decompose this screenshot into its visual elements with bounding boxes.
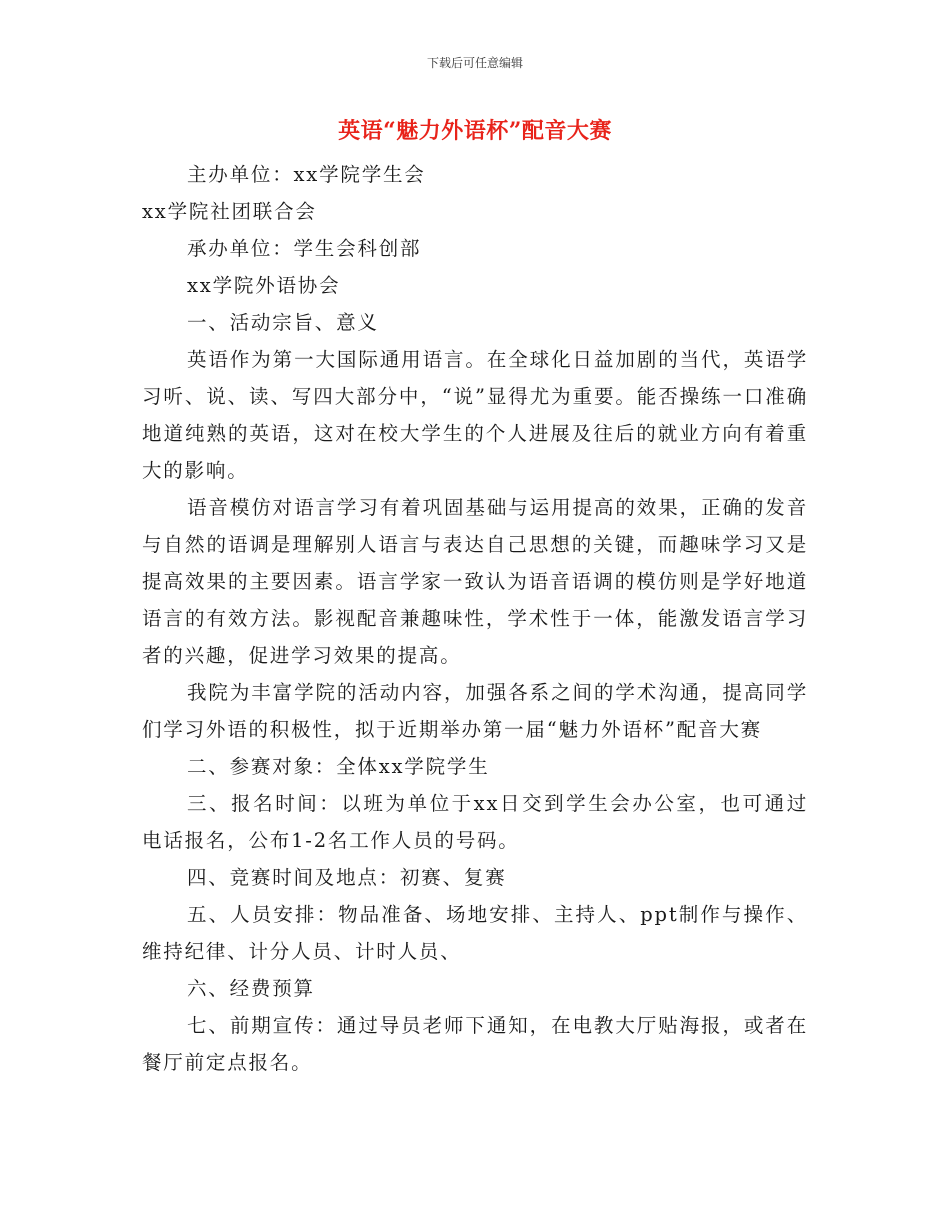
section-budget: 六、经费预算 [187, 977, 315, 1000]
paragraph-host-2: xx学院社团联合会 [142, 200, 317, 223]
paragraph-organizer: 承办单位：学生会科创部 [187, 237, 422, 260]
paragraph-purpose-3: 我院为丰富学院的活动内容，加强各系之间的学术沟通，提高同学们学习外语的积极性，拟于近期举办第一届“魅力外语杯”配音大赛 [142, 681, 808, 741]
section-staffing: 五、人员安排：物品准备、场地安排、主持人、ppt制作与操作、维持纪律、计分人员、计时人员、 [142, 903, 808, 963]
section-participants: 二、参赛对象：全体xx学院学生 [187, 755, 490, 778]
document-title: 英语“魅力外语杯”配音大赛 [338, 118, 612, 144]
section-registration: 三、报名时间：以班为单位于xx日交到学生会办公室，也可通过电话报名，公布1-2名工作人员的号码。 [142, 792, 808, 852]
paragraph-purpose-1: 英语作为第一大国际通用语言。在全球化日益加剧的当代，英语学习听、说、读、写四大部分中，“说”显得尤为重要。能否操练一口准确地道纯熟的英语，这对在校大学生的个人进展及往后的就业方向有着重大的影响。 [142, 348, 808, 482]
header-note: 下载后可任意编辑 [426, 56, 523, 70]
section-time-location: 四、竞赛时间及地点：初赛、复赛 [187, 866, 507, 889]
paragraph-host: 主办单位：xx学院学生会 [187, 163, 426, 186]
paragraph-purpose-2: 语音模仿对语言学习有着巩固基础与运用提高的效果，正确的发音与自然的语调是理解别人语言与表达自己思想的关键，而趣味学习又是提高效果的主要因素。语言学家一致认为语音语调的模仿则是学好地道语言的有效方法。影视配音兼趣味性，学术性于一体，能激发语言学习者的兴趣，促进学习效果的提高。 [142, 496, 808, 667]
section-publicity: 七、前期宣传：通过导员老师下通知，在电教大厅贴海报，或者在餐厅前定点报名。 [142, 1014, 808, 1074]
document-body [142, 156, 808, 1081]
paragraph-organizer-2: xx学院外语协会 [187, 274, 341, 297]
section-heading-purpose: 一、活动宗旨、意义 [187, 311, 379, 334]
